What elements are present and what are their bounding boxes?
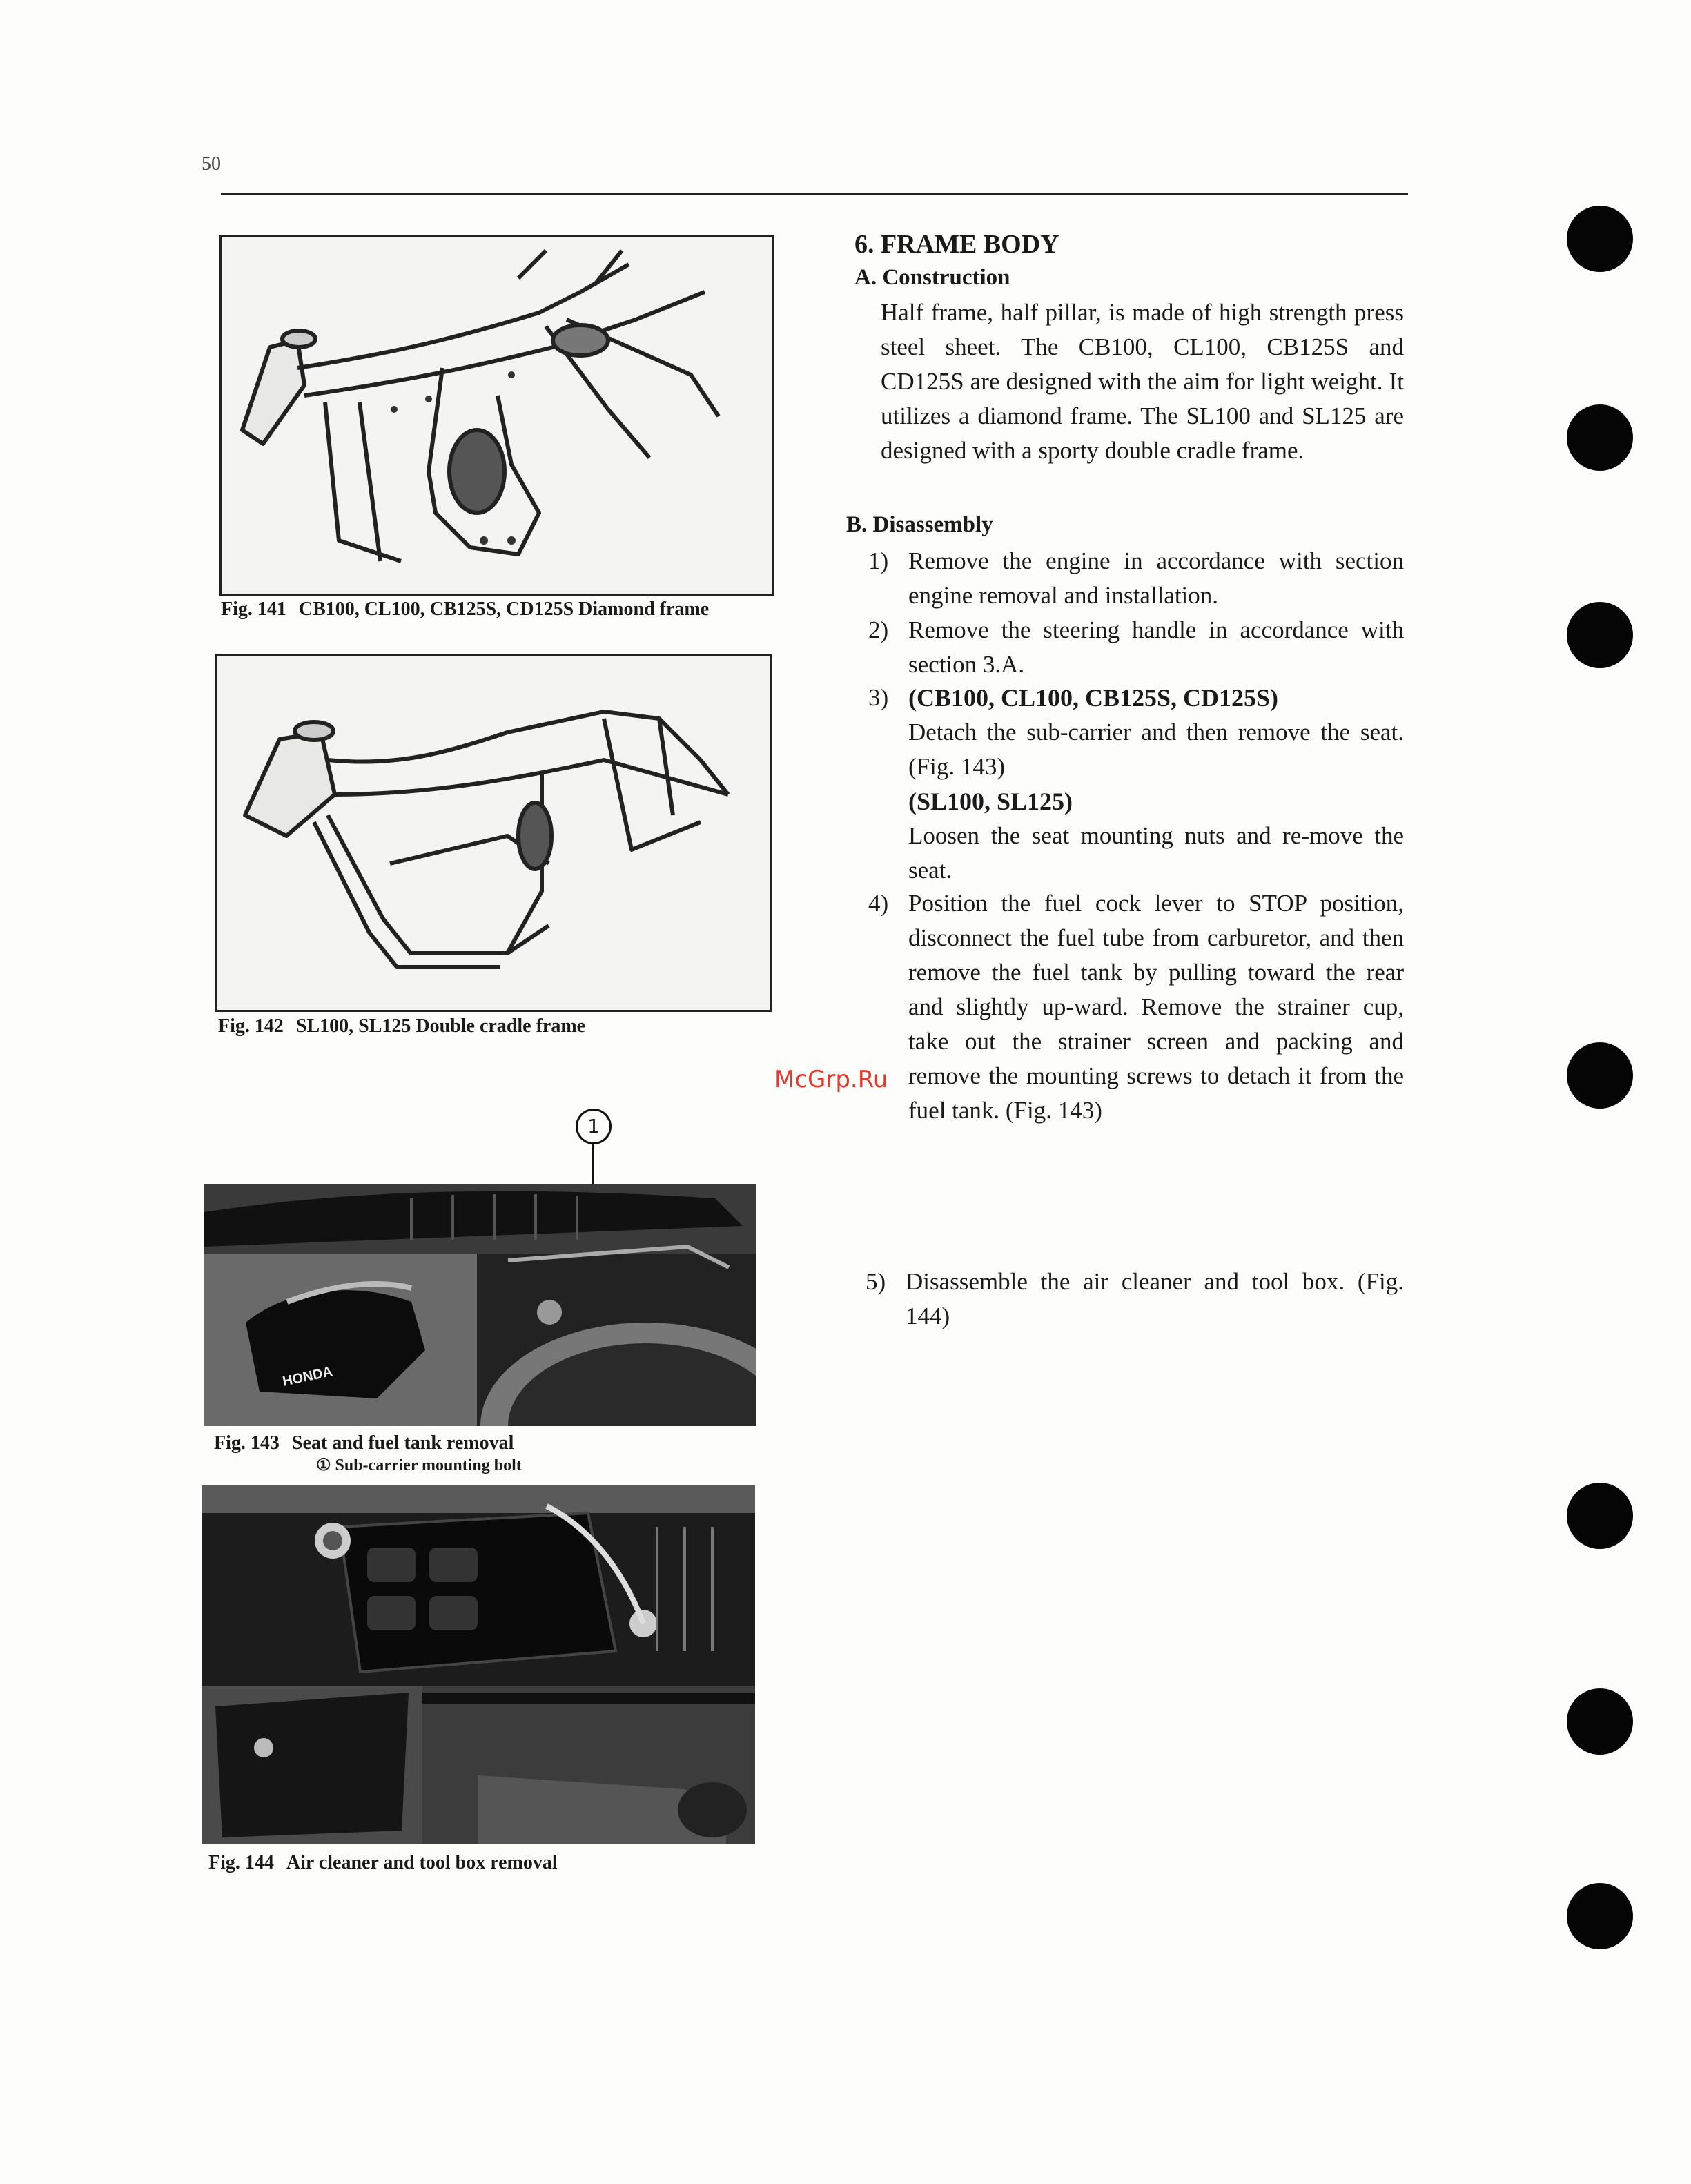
figure-142-double-cradle-frame bbox=[215, 654, 772, 1012]
figure-141-diamond-frame bbox=[219, 235, 774, 596]
list-item-text: Position the fuel cock lever to STOP position, disconnect the fuel tube from carburetor, and then remove the fuel tank by pulling toward the rear and slightly up-ward. Remove the strainer cup, take out the strainer screen and packing and remove the mounting screws to detach it from the fuel tank. (Fig. 143) bbox=[908, 890, 1404, 1124]
watermark-link[interactable]: McGrp.Ru bbox=[774, 1066, 888, 1093]
list-item bbox=[868, 681, 1404, 888]
construction-paragraph: Half frame, half pillar, is made of high strength press steel sheet. The CB100, CL100, CB125S and CD125S are designed with the aim for light weight. It utilizes a diamond frame. The SL100 and SL125 are designed with a sporty double cradle frame. bbox=[881, 299, 1404, 464]
figure-number: Fig. 141 bbox=[221, 598, 286, 620]
tank-badge: HONDA bbox=[281, 1364, 334, 1390]
figure-number: Fig. 144 bbox=[208, 1852, 274, 1873]
construction-heading: A. Construction bbox=[854, 265, 1010, 290]
binder-hole bbox=[1567, 1883, 1633, 1949]
double-cradle-frame-illustration bbox=[217, 656, 770, 1010]
list-item bbox=[868, 544, 1404, 613]
section-title: 6. FRAME BODY bbox=[854, 230, 1059, 259]
binder-hole bbox=[1567, 206, 1633, 272]
list-item-number: 4) bbox=[868, 890, 889, 917]
list-item-text: Remove the engine in accordance with section engine removal and installation. bbox=[908, 547, 1404, 609]
list-item-number: 5) bbox=[866, 1268, 886, 1295]
page-number: 50 bbox=[202, 153, 221, 175]
callout-marker: 1 bbox=[576, 1109, 612, 1144]
list-item-number: 3) bbox=[868, 684, 889, 711]
binder-hole bbox=[1567, 1483, 1633, 1549]
list-item bbox=[868, 613, 1404, 682]
figure-caption-text: Seat and fuel tank removal bbox=[291, 1432, 514, 1454]
binder-hole bbox=[1567, 1042, 1633, 1109]
figure-142-caption bbox=[218, 1015, 770, 1038]
list-item-text: Remove the steering handle in accordance with section 3.A. bbox=[908, 616, 1404, 678]
disassembly-heading: B. Disassembly bbox=[846, 512, 993, 537]
list-item-text: Disassemble the air cleaner and tool box. (Fig. 144) bbox=[906, 1268, 1404, 1329]
figure-143-legend: ① Sub-carrier mounting bolt bbox=[316, 1456, 522, 1474]
header-rule bbox=[221, 193, 1408, 195]
figure-number: Fig. 142 bbox=[218, 1015, 284, 1037]
figure-144-caption bbox=[208, 1851, 761, 1875]
binder-hole bbox=[1567, 602, 1633, 668]
figure-caption-text: SL100, SL125 Double cradle frame bbox=[295, 1015, 586, 1037]
figure-143-photo bbox=[204, 1184, 756, 1426]
seat-and-tank-photo bbox=[204, 1184, 756, 1426]
binder-hole bbox=[1567, 404, 1633, 471]
figure-141-caption bbox=[221, 598, 773, 621]
list-item bbox=[866, 1265, 1404, 1334]
figure-caption-text: CB100, CL100, CB125S, CD125S Diamond frame bbox=[298, 598, 710, 620]
callout-leader bbox=[592, 1144, 594, 1186]
list-item-model-heading: (SL100, SL125) bbox=[908, 788, 1073, 815]
list-item-number: 1) bbox=[868, 547, 889, 574]
diamond-frame-illustration bbox=[222, 237, 772, 594]
list-item-model-heading: (CB100, CL100, CB125S, CD125S) bbox=[908, 684, 1279, 712]
air-cleaner-toolbox-photo bbox=[202, 1485, 755, 1844]
figure-number: Fig. 143 bbox=[214, 1432, 280, 1454]
figure-caption-text: Air cleaner and tool box removal bbox=[286, 1852, 558, 1873]
list-item-text: Loosen the seat mounting nuts and re-move the seat. bbox=[908, 822, 1404, 884]
list-item-number: 2) bbox=[868, 616, 889, 643]
figure-144-photo bbox=[202, 1485, 755, 1844]
figure-143-caption bbox=[214, 1432, 766, 1455]
binder-hole bbox=[1567, 1688, 1633, 1755]
list-item-text: Detach the sub-carrier and then remove the seat. (Fig. 143) bbox=[908, 719, 1404, 780]
list-item bbox=[868, 886, 1404, 1128]
